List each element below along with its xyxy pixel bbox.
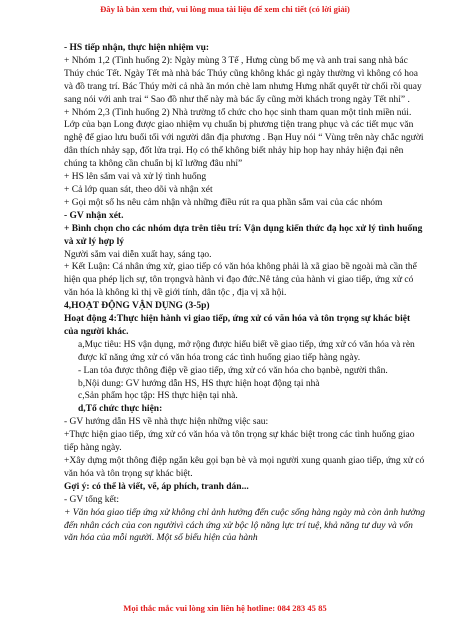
- text-line: Gợi ý: có thể là viết, vẽ, áp phích, tranh dán...: [64, 481, 249, 492]
- text-line: Người sắm vai diễn xuất hay, sáng tạo.: [64, 249, 212, 260]
- text-line: + Nhóm 1,2 (Tình huống 2): Ngày mùng 3 Tế , Hưng cùng bố mẹ và anh trai sang nhà bác Thúy chúc Tết. Ngày Tết mà nhà bác Thúy cũng không khác gì ngày thường vì không có hoa và đồ trang trí. Bác Thúy mời cả nhà ăn món chè lam nhưng Hưng nhất quyết từ chối rồi quay sang nói với anh trai “ Sao đồ như thế này mà bác ấy cũng mời khách trong ngày Tết nhỉ” .: [64, 55, 422, 105]
- text-line: + Nhóm 2,3 (Tình huống 2) Nhà trường tổ chức cho học sinh tham quan một tỉnh miền núi. Lớp của bạn Long được giao nhiệm vụ chuẩn bị phương tiện trang phục và các tiết mục văn nghệ để giao lưu buổi tối với người dân địa phương . Bạn Huy nói “ Vùng trên này chắc người dân thích nhảy sạp, đốt lửa trại. Họ có thể không biết nhảy hip hop hay nhảy hiện đại nên chúng ta không cần chuẩn bị kĩ lưỡng đâu nhỉ”: [64, 107, 424, 170]
- text-line: + Văn hóa giao tiếp ứng xử không chỉ ảnh hưởng đến cuộc sống hàng ngày mà còn ảnh hưởng đến nhân cách của con ngườivì cách ứng xử bộc lộ năng lực trí tuệ, khả năng tư duy và vốn văn hóa của mỗi người. Một số biểu hiện của hành: [64, 507, 426, 544]
- preview-banner: Đây là bản xem thử, vui lòng mua tài liệu để xem chi tiết (có lời giải): [100, 4, 350, 14]
- text-line: - Lan tỏa được thông điệp về giao tiếp, ứng xử có văn hóa cho bạnbè, người thân.: [78, 365, 388, 376]
- text-line: - HS tiếp nhận, thực hiện nhiệm vụ:: [64, 43, 210, 53]
- text-line: c,Sản phẩm học tập: HS thực hiện tại nhà.: [78, 391, 238, 402]
- text-line: + Kết Luận: Cá nhân ứng xử, giao tiếp có văn hóa không phải là xã giao bề ngoài mà cần thể hiện qua phép lịch sự, tôn trọngvà hành vi đạo đức.Nê tảng của hành vi giao tiếp, ứng xử có văn hóa là không kì thị về giới tính, dân tộc , địa vị xã hội.: [64, 262, 417, 299]
- text-line: + Cả lớp quan sát, theo dõi và nhận xét: [64, 184, 213, 195]
- hotline-banner: Mọi thắc mắc vui lòng xin liên hệ hotline: 084 283 45 85: [123, 603, 327, 613]
- document-body: [64, 42, 426, 545]
- text-line: + Gọi một số hs nêu cảm nhận và những điều rút ra qua phần sắm vai của các nhóm: [64, 197, 383, 208]
- text-line: - GV tổng kết:: [64, 494, 119, 505]
- text-line: + HS lên sắm vai và xử lý tình huống: [64, 172, 207, 183]
- text-line: - GV nhận xét.: [64, 210, 124, 221]
- text-line: - GV hướng dẫn HS về nhà thực hiện những việc sau:: [64, 417, 269, 428]
- activity-heading: Hoạt động 4:Thực hiện hành vi giao tiếp, ứng xử có văn hóa và tôn trọng sự khác biệt của người khác.: [64, 314, 411, 337]
- text-line: +Xây dựng một thông điệp ngắn kêu gọi bạn bè và mọi người xung quanh giao tiếp, ứng xử có văn hóa và tôn trọng sự khác biệt.: [64, 456, 425, 479]
- text-line: d,Tổ chức thực hiện:: [78, 404, 163, 415]
- text-line: b,Nội dung: GV hướng dẫn HS, HS thực hiện hoạt động tại nhà: [78, 378, 320, 389]
- section-heading: 4,HOẠT ĐỘNG VẬN DỤNG (3-5p): [64, 301, 210, 312]
- text-line: a,Mục tiêu: HS vận dụng, mở rộng được hiểu biết về giao tiếp, ứng xử có văn hóa và rèn được kĩ năng ứng xử có văn hóa trong các tình huống giao tiếp hàng ngày.: [78, 339, 415, 363]
- text-line: +Thực hiện giao tiếp, ứng xử có văn hóa và tôn trọng sự khác biệt trong các tình huống giao tiếp hàng ngày.: [64, 430, 415, 454]
- text-line: + Bình chọn cho các nhóm dựa trên tiêu trí: Vận dụng kiến thức đạ học xử lý tình huống và xử lý hợp lý: [64, 223, 423, 247]
